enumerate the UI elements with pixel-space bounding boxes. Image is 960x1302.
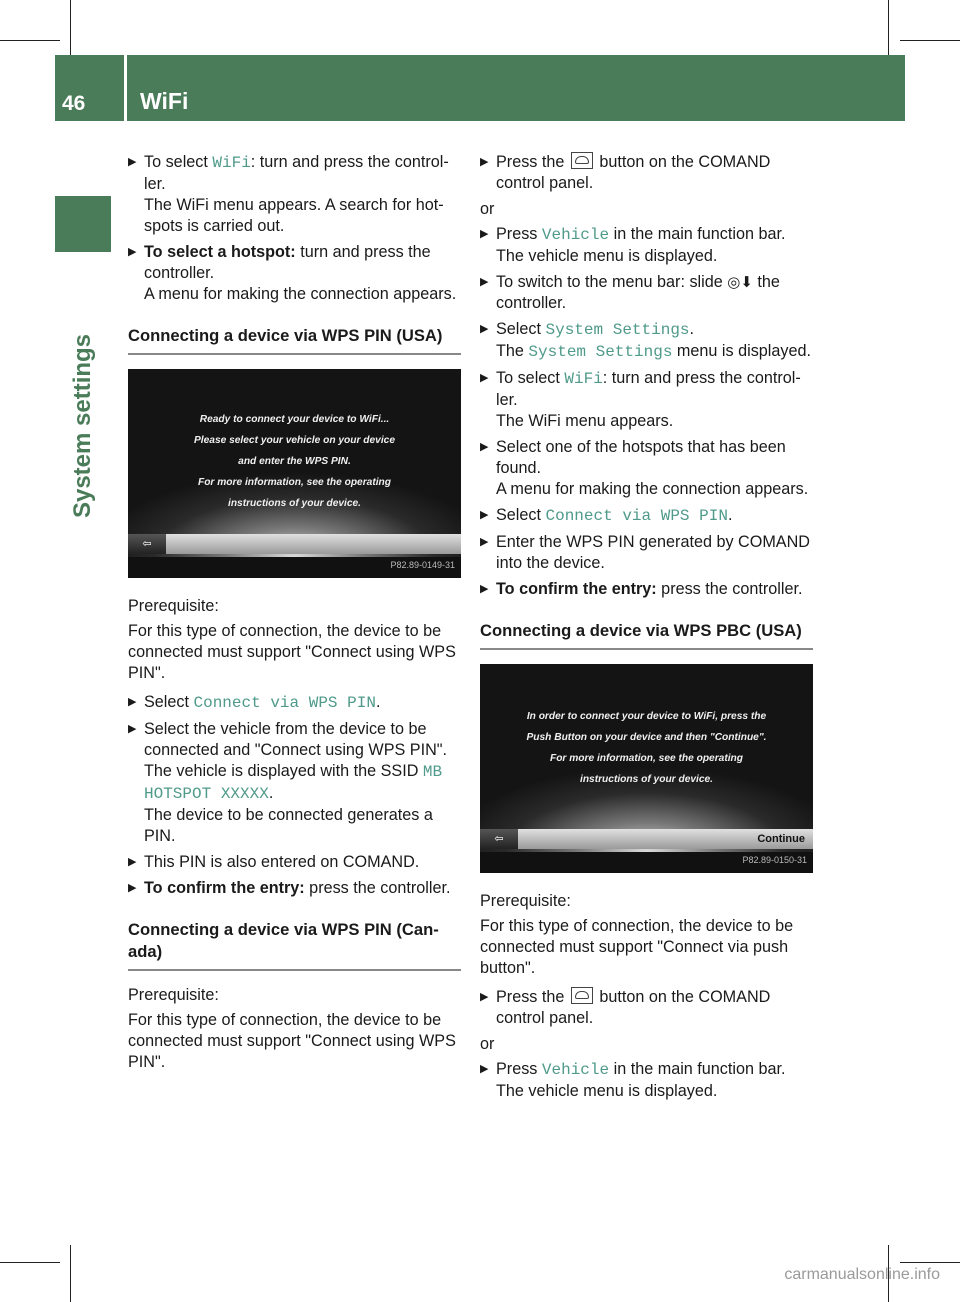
arrow-icon: ▶ [128,156,137,168]
section-heading: Connecting a device via WPS PIN (Can-ada) [128,919,461,971]
arrow-icon: ▶ [480,991,489,1003]
menu-term: System Settings [528,343,673,361]
step-item: ▶ To select a hotspot: turn and press the controller. A menu for making the connection appears. [128,243,457,303]
prereq-text: For this type of connection, the device to be connected must support "Connect using WPS PIN". [128,622,456,682]
arrow-icon: ▶ [480,372,489,384]
arrow-icon: ▶ [128,856,137,868]
prereq-label: Prerequisite: [128,986,219,1004]
screen-menu-bar [128,534,461,554]
step-item: ▶ Select the vehicle from the device to be connected and "Connect using WPS PIN". The vehicle is displayed with the SSID MB HOTSPOT XXXXX. The device to be connected generates a PIN. [128,720,448,845]
arrow-icon: ▶ [480,276,489,288]
or-text: or [480,200,495,218]
step-item: ▶ Select System Settings. The System Settings menu is displayed. [480,320,812,361]
crop-mark [900,40,960,41]
prereq-label: Prerequisite: [128,597,219,615]
left-column [128,152,461,1077]
menu-term: Connect via WPS PIN [193,694,376,712]
figure-caption: P82.89-0150-31 [742,855,807,865]
header-divider [124,55,127,121]
vehicle-button-icon [571,152,593,169]
arrow-icon: ▶ [128,723,137,735]
menu-term: WiFi [564,370,603,388]
prereq-text: For this type of connection, the device to be connected must support "Connect via push button". [480,917,794,977]
step-item: ▶ To confirm the entry: press the controller. [480,580,803,598]
controller-slide-icon: ◎⬇ [727,274,753,291]
crop-mark [0,1262,60,1263]
step-item: ▶ To switch to the menu bar: slide ◎⬇ the controller. [480,273,780,312]
continue-button: Continue [757,833,805,845]
arrow-icon: ▶ [480,156,489,168]
step-item: ▶ Select Connect via WPS PIN. [128,693,381,712]
step-item: ▶ Press the button on the COMAND control panel. [480,988,771,1027]
step-item: ▶ This PIN is also entered on COMAND. [128,853,420,871]
back-icon: ⇦ [480,829,518,849]
section-heading: Connecting a device via WPS PIN (USA) [128,325,461,355]
right-column [480,152,813,1107]
arrow-icon: ▶ [480,1063,489,1075]
menu-term: Vehicle [541,226,610,244]
step-item: ▶ Enter the WPS PIN generated by COMAND into the device. [480,533,810,572]
back-icon: ⇦ [128,534,166,554]
vehicle-button-icon [571,987,593,1004]
page-title: WiFi [140,88,189,114]
step-item: ▶ To select WiFi: turn and press the control-ler. The WiFi menu appears. [480,369,801,430]
prereq-label: Prerequisite: [480,892,571,910]
section-heading: Connecting a device via WPS PBC (USA) [480,620,813,650]
screen-figure [128,369,461,578]
step-item: ▶ Press the button on the COMAND control panel. [480,153,771,192]
arrow-icon: ▶ [480,228,489,240]
arrow-icon: ▶ [480,323,489,335]
watermark: carmanualsonline.info [784,1266,940,1283]
menu-term: System Settings [545,321,690,339]
crop-mark [70,1245,71,1302]
menu-term: Connect via WPS PIN [545,507,728,525]
or-text: or [480,1035,495,1053]
arrow-icon: ▶ [480,536,489,548]
screen-message: In order to connect your device to WiFi, press the Push Button on your device and then "Continue". For more information, see the operating instructions of your device. [526,711,767,785]
menu-term: Vehicle [541,1061,610,1079]
arrow-icon: ▶ [480,583,489,595]
prereq-text: For this type of connection, the device to be connected must support "Connect using WPS PIN". [128,1011,456,1071]
crop-mark [0,40,60,41]
side-section-label: System settings [69,333,96,519]
arrow-icon: ▶ [128,882,137,894]
step-item: ▶ Press Vehicle in the main function bar. The vehicle menu is displayed. [480,225,786,265]
arrow-icon: ▶ [128,246,137,258]
step-item: ▶ To confirm the entry: press the controller. [128,879,451,897]
step-item: ▶ Select one of the hotspots that has been found. A menu for making the connection appears. [480,438,809,498]
arrow-icon: ▶ [480,441,489,453]
step-item: ▶ Press Vehicle in the main function bar. The vehicle menu is displayed. [480,1060,786,1100]
crop-mark [888,0,889,60]
crop-mark [900,1262,960,1263]
menu-term: WiFi [212,154,251,172]
step-item: ▶ To select WiFi: turn and press the control-ler. The WiFi menu appears. A search for hot-spots is carried out. [128,153,449,235]
page-number: 46 [62,92,86,115]
arrow-icon: ▶ [480,509,489,521]
screen-menu-bar [480,829,813,849]
screen-message: Ready to connect your device to WiFi... Please select your vehicle on your device and enter the WPS PIN. For more information, see the operating instructions of your device. [193,414,396,509]
ssid-term: MB HOTSPOT XXXXX [144,763,443,803]
figure-caption: P82.89-0149-31 [390,560,455,570]
step-item: ▶ Select Connect via WPS PIN. [480,506,733,525]
crop-mark [70,0,71,60]
side-tab-square [55,196,111,252]
screen-figure [480,664,813,873]
arrow-icon: ▶ [128,696,137,708]
